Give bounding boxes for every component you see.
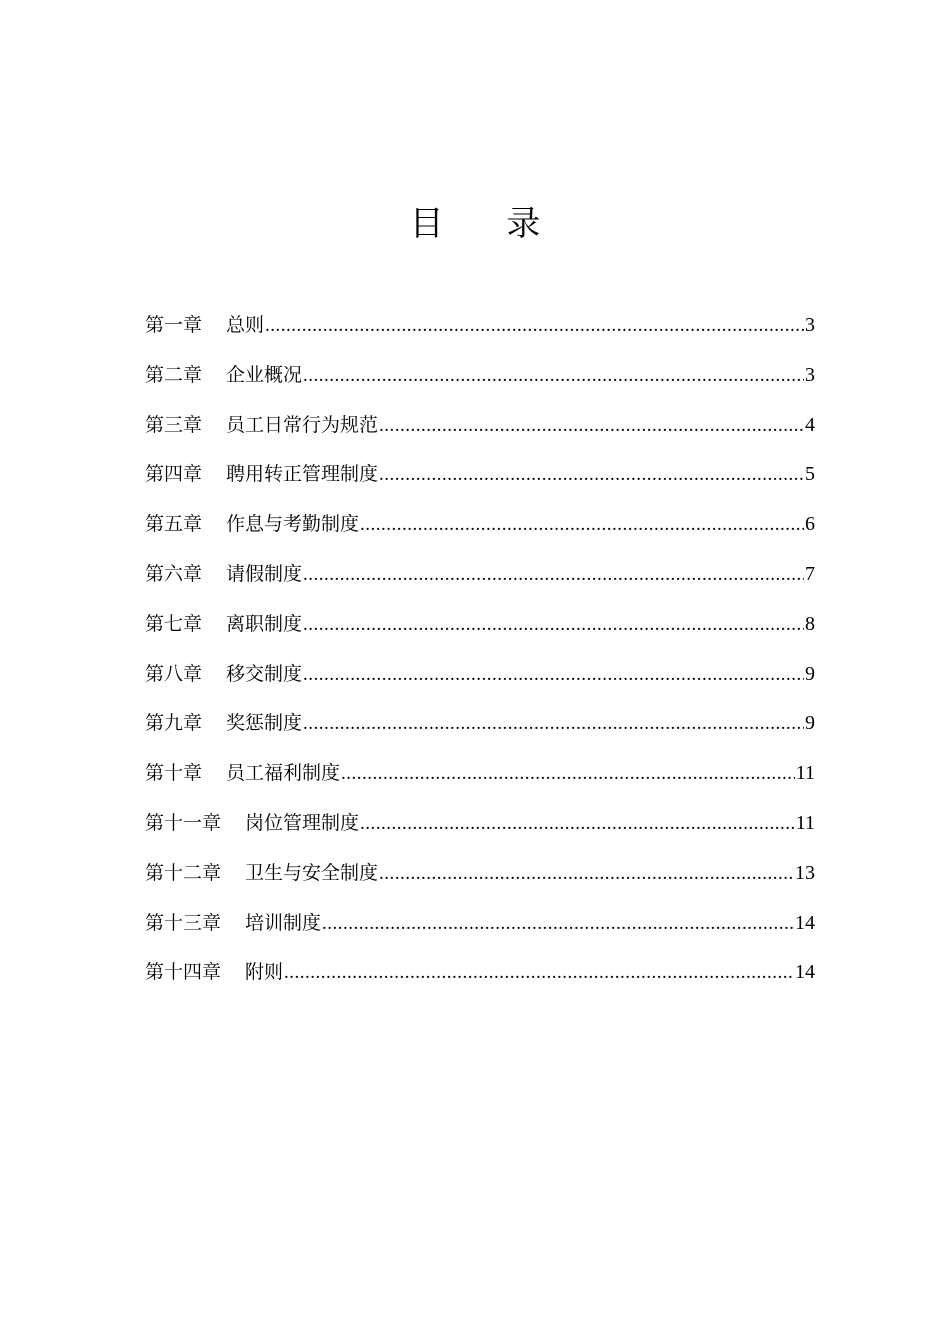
page-title: 目 录 bbox=[409, 204, 567, 244]
toc-dot-leader bbox=[303, 356, 804, 396]
toc-chapter-number: 第十章 bbox=[145, 762, 203, 785]
toc-dot-leader bbox=[322, 904, 794, 944]
toc-dot-leader bbox=[265, 306, 804, 346]
toc-chapter-number: 第十三章 bbox=[145, 911, 222, 934]
toc-page-number: 8 bbox=[805, 612, 815, 635]
toc-page-number: 7 bbox=[805, 562, 815, 585]
toc-entry[interactable] bbox=[145, 405, 815, 455]
toc-chapter-number: 第四章 bbox=[145, 463, 203, 486]
toc-chapter-title: 企业概况 bbox=[226, 363, 303, 386]
toc-chapter-title: 总则 bbox=[226, 314, 265, 336]
toc-page-number: 3 bbox=[805, 363, 815, 386]
toc-chapter-title: 员工福利制度 bbox=[226, 762, 341, 785]
toc-chapter-number: 第九章 bbox=[145, 712, 203, 735]
toc-entry[interactable] bbox=[145, 703, 815, 753]
toc-chapter-title: 离职制度 bbox=[226, 612, 303, 635]
toc-entry[interactable] bbox=[145, 604, 815, 654]
toc-entry[interactable] bbox=[145, 504, 815, 554]
table-of-contents bbox=[145, 305, 815, 1002]
toc-page-number: 14 bbox=[795, 961, 815, 984]
toc-chapter-number: 第十一章 bbox=[145, 811, 222, 834]
toc-chapter-number: 第十二章 bbox=[145, 861, 222, 884]
toc-chapter-title: 培训制度 bbox=[245, 911, 322, 934]
toc-chapter-number: 第一章 bbox=[145, 314, 203, 336]
toc-entry[interactable] bbox=[145, 554, 815, 604]
toc-page-number: 9 bbox=[805, 712, 815, 735]
toc-page-number: 3 bbox=[805, 314, 815, 336]
toc-dot-leader bbox=[360, 804, 795, 844]
toc-chapter-number: 第二章 bbox=[145, 363, 203, 386]
toc-page-number: 11 bbox=[795, 811, 815, 834]
toc-chapter-title: 岗位管理制度 bbox=[245, 811, 360, 834]
toc-chapter-title: 员工日常行为规范 bbox=[226, 413, 379, 436]
toc-dot-leader bbox=[303, 655, 804, 695]
toc-dot-leader bbox=[360, 505, 804, 545]
toc-entry[interactable] bbox=[145, 903, 815, 953]
toc-page-number: 14 bbox=[795, 911, 815, 934]
toc-chapter-title: 附则 bbox=[245, 961, 284, 984]
toc-entry[interactable] bbox=[145, 654, 815, 704]
toc-dot-leader bbox=[303, 704, 804, 744]
toc-dot-leader bbox=[303, 605, 804, 645]
toc-entry[interactable] bbox=[145, 753, 815, 803]
toc-chapter-title: 请假制度 bbox=[226, 562, 303, 585]
toc-chapter-number: 第三章 bbox=[145, 413, 203, 436]
toc-chapter-title: 卫生与安全制度 bbox=[245, 861, 379, 884]
toc-dot-leader bbox=[303, 555, 804, 595]
toc-chapter-title: 奖惩制度 bbox=[226, 712, 303, 735]
toc-page-number: 13 bbox=[795, 861, 815, 884]
toc-chapter-title: 移交制度 bbox=[226, 662, 303, 685]
toc-dot-leader bbox=[379, 406, 804, 446]
toc-entry[interactable] bbox=[145, 853, 815, 903]
toc-chapter-number: 第六章 bbox=[145, 562, 203, 585]
toc-dot-leader bbox=[284, 953, 794, 993]
toc-page-number: 11 bbox=[795, 762, 815, 785]
toc-entry[interactable] bbox=[145, 454, 815, 504]
toc-entry[interactable] bbox=[145, 305, 815, 355]
toc-entry[interactable] bbox=[145, 952, 815, 1002]
toc-chapter-number: 第八章 bbox=[145, 662, 203, 685]
toc-entry[interactable] bbox=[145, 355, 815, 405]
toc-chapter-title: 作息与考勤制度 bbox=[226, 513, 360, 536]
toc-dot-leader bbox=[379, 854, 794, 894]
toc-chapter-number: 第十四章 bbox=[145, 961, 222, 984]
toc-dot-leader bbox=[379, 455, 804, 495]
toc-chapter-title: 聘用转正管理制度 bbox=[226, 463, 379, 486]
toc-page-number: 5 bbox=[805, 463, 815, 486]
toc-dot-leader bbox=[341, 754, 795, 794]
toc-chapter-number: 第五章 bbox=[145, 513, 203, 536]
toc-page-number: 9 bbox=[805, 662, 815, 685]
toc-chapter-number: 第七章 bbox=[145, 612, 203, 635]
toc-page-number: 4 bbox=[805, 413, 815, 436]
toc-page-number: 6 bbox=[805, 513, 815, 536]
toc-entry[interactable] bbox=[145, 803, 815, 853]
